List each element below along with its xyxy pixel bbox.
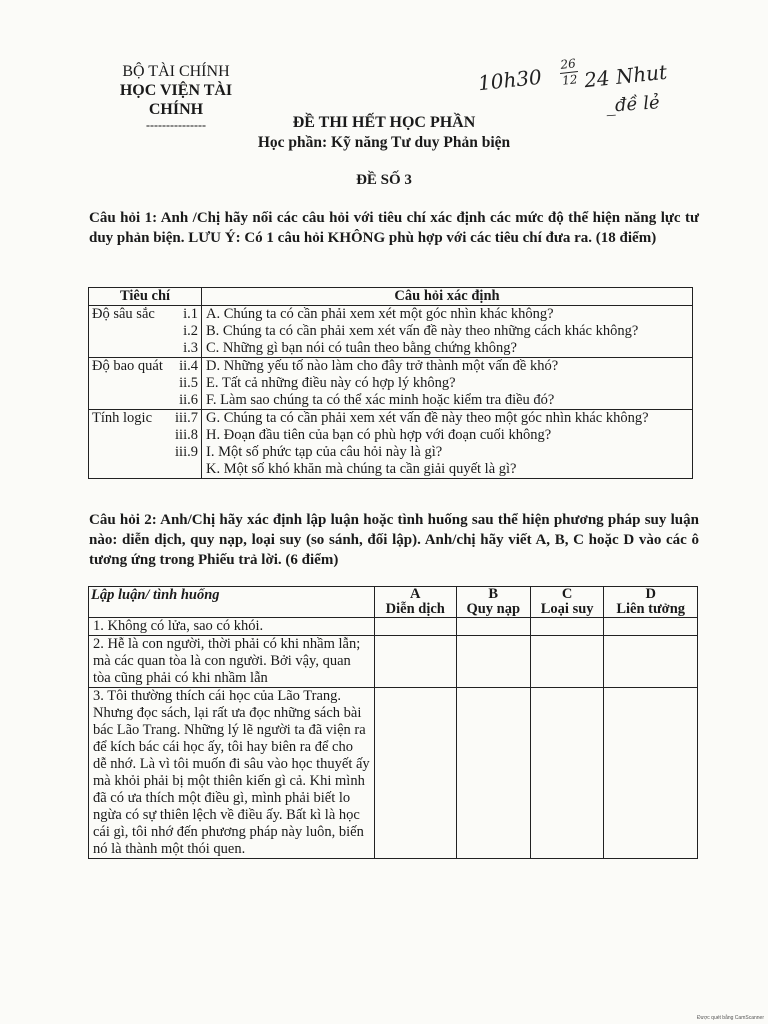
criteria-name: Độ bao quát [92, 358, 163, 374]
question-group [202, 410, 693, 479]
question-item: F. Làm sao chúng ta có thể xác minh hoặc kiểm tra điều đó? [206, 392, 555, 408]
handwritten-variant: _đề lẻ [605, 92, 661, 117]
answer-cell-a[interactable] [375, 618, 457, 636]
answer-table [88, 586, 698, 859]
answer-cell-b[interactable] [456, 688, 530, 859]
criteria-table [88, 287, 693, 479]
subject-title: Học phần: Kỹ năng Tư duy Phản biện [257, 134, 511, 151]
criteria-group [89, 410, 202, 479]
question-group [202, 306, 693, 358]
criteria-name: Tính logic [92, 410, 153, 426]
reasoning-text: 3. Tôi thường thích cái học của Lão Trang. Nhưng đọc sách, lại rất ưa đọc những sách bài bác Lão Trang. Những lý lẽ người ta đã viện ra để kích bác cái học ấy, tôi hay biên ra để cho dễ nhớ. Là vì tôi muốn đi sâu vào học thuyết ấy mà khỏi phải bị một thiên kiến gì cả. Khi mình đã có ưa thích một điều gì, mình phải biết lo ngừa có sự thiên lệch về điều ấy. Bất kì là học cái gì, tôi nhớ đến phương pháp này luôn, biến nó là thành một thói quen. [89, 688, 375, 859]
question-item: B. Chúng ta có cần phải xem xét vấn đề này theo những cách khác không? [206, 323, 639, 339]
question-item: I. Một số phức tạp của câu hỏi này là gì? [206, 444, 443, 460]
question-1-text: Câu hỏi 1: Anh /Chị hãy nối các câu hỏi với tiêu chí xác định các mức độ thể hiện năng lực tư duy phản biện. LƯU Ý: Có 1 câu hỏi KHÔNG phù hợp với các tiêu chí đưa ra. (18 điểm) [89, 210, 699, 246]
answer-cell-a[interactable] [375, 636, 457, 688]
question-item: E. Tất cả những điều này có hợp lý không? [206, 375, 456, 391]
question-item: K. Một số khó khăn mà chúng ta cần giải quyết là gì? [206, 461, 517, 477]
answer-cell-d[interactable] [604, 688, 698, 859]
ministry-name: BỘ TÀI CHÍNH [122, 63, 230, 80]
criteria-item: i.1 [183, 306, 198, 322]
question-2-text: Câu hỏi 2: Anh/Chị hãy xác định lập luận hoặc tình huống sau thể hiện phương pháp suy luận nào: diễn dịch, quy nạp, loại suy (so sánh, đối lập). Anh/chị hãy viết A, B, C hoặc D vào các ô tương ứng trong Phiếu trả lời. (6 điểm) [89, 512, 699, 568]
question-item: G. Chúng ta có cần phải xem xét vấn đề này theo một góc nhìn khác không? [206, 410, 649, 426]
header-separator: --------------- [146, 118, 206, 132]
answer-cell-d[interactable] [604, 636, 698, 688]
exam-title: ĐỀ THI HẾT HỌC PHẦN [292, 114, 476, 131]
table-row [89, 688, 698, 859]
question-item: A. Chúng ta có cần phải xem xét một góc nhìn khác không? [206, 306, 554, 322]
answer-cell-c[interactable] [530, 636, 603, 688]
criteria-header: Tiêu chí [89, 288, 202, 306]
handwritten-time: 10h30 [476, 64, 543, 96]
criteria-item: ii.6 [179, 392, 198, 408]
criteria-item: iii.7 [175, 410, 198, 426]
table-row [89, 618, 698, 636]
scanner-watermark: Được quét bằng CamScanner [697, 1015, 764, 1021]
table-row [89, 636, 698, 688]
question-group [202, 358, 693, 410]
answer-cell-d[interactable] [604, 618, 698, 636]
criteria-name: Độ sâu sắc [92, 306, 155, 322]
option-header-d: D Liên tưởng [604, 587, 698, 618]
reasoning-text: 1. Không có lửa, sao có khói. [89, 618, 375, 636]
answer-cell-a[interactable] [375, 688, 457, 859]
answer-cell-b[interactable] [456, 636, 530, 688]
exam-number: ĐỀ SỐ 3 [356, 172, 412, 188]
criteria-item: iii.8 [175, 427, 198, 443]
criteria-item: i.2 [183, 323, 198, 339]
answer-cell-c[interactable] [530, 688, 603, 859]
option-header-a: A Diễn dịch [375, 587, 457, 618]
option-header-c: C Loại suy [530, 587, 603, 618]
handwritten-date: 26 12 [559, 56, 579, 88]
option-header-b: B Quy nạp [456, 587, 530, 618]
reasoning-text: 2. Hễ là con người, thời phải có khi nhầm lẫn; mà các quan tòa là con người. Bởi vậy, quan tòa cũng phải có khi nhầm lẫn [89, 636, 375, 688]
answer-cell-c[interactable] [530, 618, 603, 636]
criteria-item: iii.9 [175, 444, 198, 460]
question-item: H. Đoạn đầu tiên của bạn có phù hợp với đoạn cuối không? [206, 427, 552, 443]
answer-cell-b[interactable] [456, 618, 530, 636]
handwritten-name: 24 Nhut [582, 59, 669, 93]
criteria-item: ii.4 [179, 358, 198, 374]
criteria-group [89, 306, 202, 358]
criteria-item: ii.5 [179, 375, 198, 391]
criteria-item: i.3 [183, 340, 198, 356]
handwritten-note [478, 58, 718, 120]
criteria-group [89, 358, 202, 410]
reasoning-header: Lập luận/ tình huống [89, 587, 375, 618]
question-item: C. Những gì bạn nói có tuân theo bằng chứng không? [206, 340, 517, 356]
questions-header: Câu hỏi xác định [202, 288, 693, 306]
academy-name: HỌC VIỆN TÀI CHÍNH [119, 82, 233, 118]
question-item: D. Những yếu tố nào làm cho đây trở thành một vấn đề khó? [206, 358, 559, 374]
